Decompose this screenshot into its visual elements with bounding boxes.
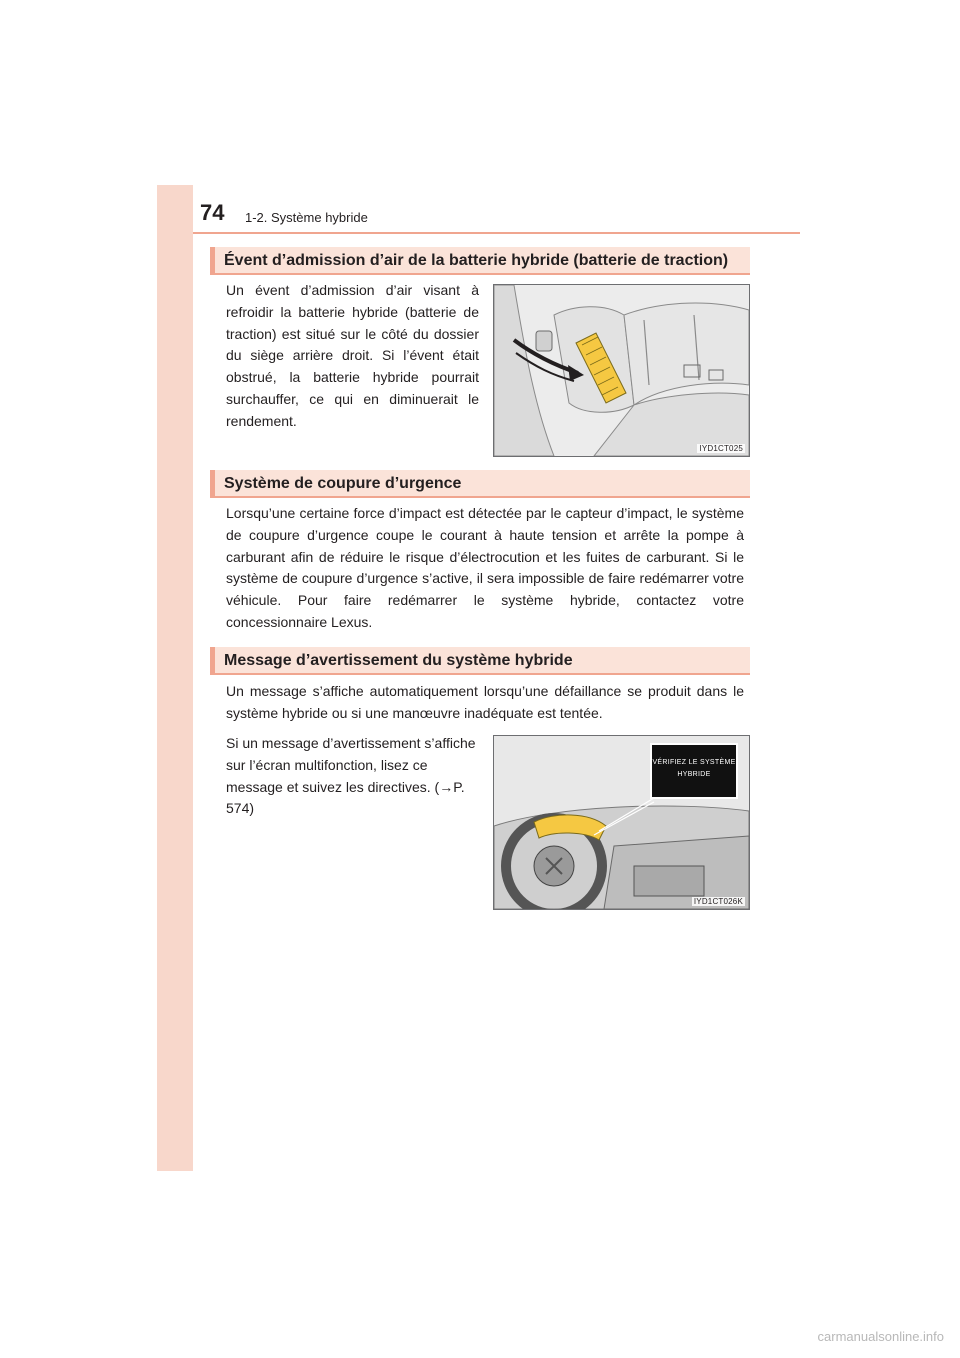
rear-seat-illustration (494, 285, 749, 456)
paragraph-air-intake-vent: Un évent d’admission d’air visant à refroidir la batterie hybride (batterie de traction) est situé sur le côté du dossier du siège arrière droit. Si l’évent était obstrué, la batterie hybride pourrait surchauffer, ce qui en diminuerait le rendement. (226, 282, 479, 429)
side-tab (157, 185, 193, 1171)
warning-display-line2: HYBRIDE (677, 771, 711, 778)
figure-dashboard-warning (493, 735, 750, 910)
warning-display-line1: VÉRIFIEZ LE SYSTÈME (652, 759, 736, 766)
paragraph-warning-message: Un message s’affiche automatiquement lorsqu’une défaillance se produit dans le système hybride ou si une manœuvre inadéquate est tentée. (226, 683, 744, 721)
paragraph-emergency-shutoff: Lorsqu’une certaine force d’impact est détectée par le capteur d’impact, le système de coupure d’urgence coupe le courant à haute tension et arrête la pompe à carburant afin de réduire le risque d’électrocution et les fuites de carburant. Si le système de coupure d’urgence s’active, il sera impossible de faire redémarrer votre véhicule. Pour faire redémarrer le système hybride, contactez votre concessionnaire Lexus. (226, 505, 744, 630)
header-rule (193, 232, 800, 234)
figure-rear-seat-vent (493, 284, 750, 457)
footer-site: carmanualsonline.info (817, 1329, 944, 1344)
figure-code: IYD1CT025 (699, 444, 743, 453)
section-title: 1-2. Système hybride (245, 210, 368, 225)
paragraph-warning-directive: Si un message d’avertissement s’affiche sur l’écran multifonction, lisez ce message et suivez les directives. (→P. 574) (226, 735, 476, 817)
heading-emergency-shutoff: Système de coupure d’urgence (210, 470, 750, 498)
warning-display (650, 743, 738, 799)
page-number: 74 (200, 200, 225, 225)
heading-air-intake-vent: Évent d’admission d’air de la batterie hybride (batterie de traction) (210, 247, 750, 275)
heading-warning-message: Message d’avertissement du système hybride (210, 647, 750, 675)
figure-code: IYD1CT026K (693, 897, 743, 906)
